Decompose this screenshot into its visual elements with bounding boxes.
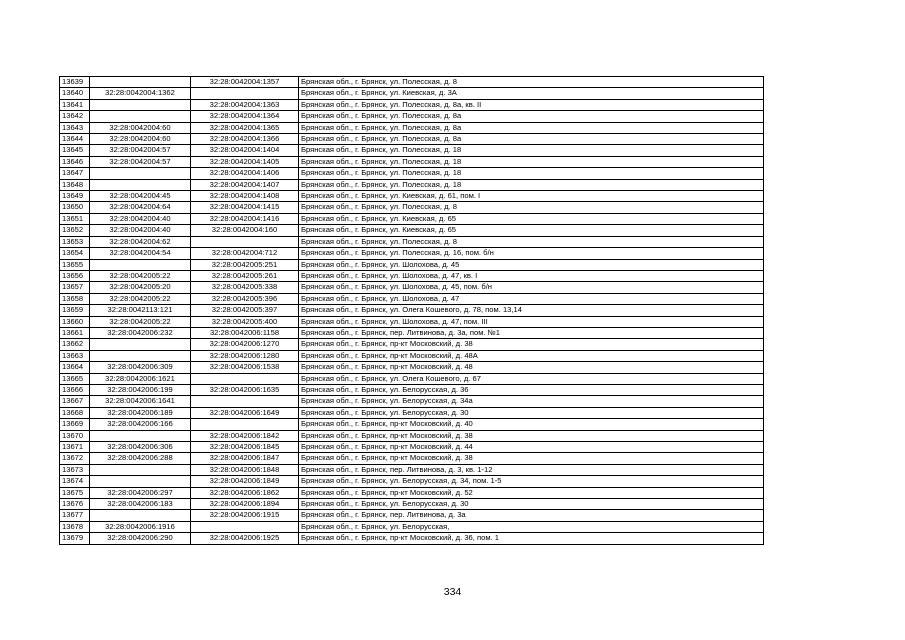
address-cell: Брянская обл., г. Брянск, ул. Шолохова, д. 45 bbox=[299, 259, 764, 270]
record-number-cell: 13658 bbox=[60, 293, 90, 304]
address-cell: Брянская обл., г. Брянск, пер. Литвинова, д. 3а, пом. №1 bbox=[299, 327, 764, 338]
address-cell: Брянская обл., г. Брянск, ул. Олега Кошевого, д. 78, пом. 13,14 bbox=[299, 305, 764, 316]
parcel-cadastral-number-cell: 32:28:0042006:297 bbox=[90, 487, 191, 498]
table-row bbox=[60, 487, 764, 498]
registry-table-body bbox=[60, 77, 764, 545]
building-cadastral-number-cell: 32:28:0042006:1845 bbox=[191, 442, 299, 453]
building-cadastral-number-cell: 32:28:0042004:1406 bbox=[191, 168, 299, 179]
address-cell: Брянская обл., г. Брянск, ул. Белорусская, д. 34а bbox=[299, 396, 764, 407]
parcel-cadastral-number-cell: 32:28:0042004:60 bbox=[90, 134, 191, 145]
table-row bbox=[60, 111, 764, 122]
address-cell: Брянская обл., г. Брянск, ул. Полесская, д. 8 bbox=[299, 202, 764, 213]
table-row bbox=[60, 248, 764, 259]
record-number-cell: 13678 bbox=[60, 521, 90, 532]
table-row bbox=[60, 499, 764, 510]
parcel-cadastral-number-cell: 32:28:0042004:1362 bbox=[90, 88, 191, 99]
building-cadastral-number-cell: 32:28:0042006:1894 bbox=[191, 499, 299, 510]
address-cell: Брянская обл., г. Брянск, ул. Белорусская, д. 36 bbox=[299, 384, 764, 395]
table-row bbox=[60, 305, 764, 316]
address-cell: Брянская обл., г. Брянск, ул. Полесская, д. 8 bbox=[299, 77, 764, 88]
record-number-cell: 13676 bbox=[60, 499, 90, 510]
record-number-cell: 13641 bbox=[60, 99, 90, 110]
record-number-cell: 13663 bbox=[60, 350, 90, 361]
building-cadastral-number-cell bbox=[191, 236, 299, 247]
parcel-cadastral-number-cell: 32:28:0042005:22 bbox=[90, 270, 191, 281]
record-number-cell: 13642 bbox=[60, 111, 90, 122]
building-cadastral-number-cell: 32:28:0042004:1364 bbox=[191, 111, 299, 122]
address-cell: Брянская обл., г. Брянск, пер. Литвинова, д. 3а bbox=[299, 510, 764, 521]
page-number: 334 bbox=[443, 586, 462, 598]
parcel-cadastral-number-cell: 32:28:0042006:183 bbox=[90, 499, 191, 510]
address-cell: Брянская обл., г. Брянск, ул. Полесская, д. 8 bbox=[299, 236, 764, 247]
table-row bbox=[60, 191, 764, 202]
parcel-cadastral-number-cell: 32:28:0042006:232 bbox=[90, 327, 191, 338]
address-cell: Брянская обл., г. Брянск, ул. Шолохова, д. 45, пом. б/н bbox=[299, 282, 764, 293]
parcel-cadastral-number-cell bbox=[90, 464, 191, 475]
record-number-cell: 13677 bbox=[60, 510, 90, 521]
parcel-cadastral-number-cell bbox=[90, 339, 191, 350]
record-number-cell: 13644 bbox=[60, 134, 90, 145]
parcel-cadastral-number-cell: 32:28:0042005:22 bbox=[90, 293, 191, 304]
building-cadastral-number-cell: 32:28:0042004:1407 bbox=[191, 179, 299, 190]
building-cadastral-number-cell: 32:28:0042006:1538 bbox=[191, 362, 299, 373]
table-row bbox=[60, 122, 764, 133]
parcel-cadastral-number-cell bbox=[90, 179, 191, 190]
record-number-cell: 13650 bbox=[60, 202, 90, 213]
table-row bbox=[60, 373, 764, 384]
record-number-cell: 13674 bbox=[60, 476, 90, 487]
record-number-cell: 13662 bbox=[60, 339, 90, 350]
table-row bbox=[60, 99, 764, 110]
parcel-cadastral-number-cell bbox=[90, 510, 191, 521]
table-row bbox=[60, 327, 764, 338]
record-number-cell: 13655 bbox=[60, 259, 90, 270]
building-cadastral-number-cell: 32:28:0042004:1363 bbox=[191, 99, 299, 110]
address-cell: Брянская обл., г. Брянск, ул. Полесская, д. 18 bbox=[299, 156, 764, 167]
record-number-cell: 13673 bbox=[60, 464, 90, 475]
building-cadastral-number-cell: 32:28:0042004:1366 bbox=[191, 134, 299, 145]
building-cadastral-number-cell: 32:28:0042006:1635 bbox=[191, 384, 299, 395]
table-row bbox=[60, 134, 764, 145]
table-row bbox=[60, 464, 764, 475]
address-cell: Брянская обл., г. Брянск, ул. Шолохова, д. 47, кв. I bbox=[299, 270, 764, 281]
address-cell: Брянская обл., г. Брянск, ул. Белорусская, д. 30 bbox=[299, 499, 764, 510]
table-row bbox=[60, 259, 764, 270]
parcel-cadastral-number-cell bbox=[90, 77, 191, 88]
parcel-cadastral-number-cell bbox=[90, 111, 191, 122]
record-number-cell: 13665 bbox=[60, 373, 90, 384]
record-number-cell: 13666 bbox=[60, 384, 90, 395]
building-cadastral-number-cell bbox=[191, 419, 299, 430]
address-cell: Брянская обл., г. Брянск, ул. Киевская, д. 61, пом. I bbox=[299, 191, 764, 202]
building-cadastral-number-cell: 32:28:0042004:160 bbox=[191, 225, 299, 236]
table-row bbox=[60, 362, 764, 373]
address-cell: Брянская обл., г. Брянск, пр-кт Московский, д. 40 bbox=[299, 419, 764, 430]
table-row bbox=[60, 419, 764, 430]
record-number-cell: 13657 bbox=[60, 282, 90, 293]
registry-table bbox=[59, 76, 764, 545]
address-cell: Брянская обл., г. Брянск, ул. Полесская, д. 8а, кв. II bbox=[299, 99, 764, 110]
parcel-cadastral-number-cell: 32:28:0042006:1621 bbox=[90, 373, 191, 384]
building-cadastral-number-cell: 32:28:0042006:1847 bbox=[191, 453, 299, 464]
address-cell: Брянская обл., г. Брянск, пр-кт Московский, д. 36, пом. 1 bbox=[299, 533, 764, 544]
parcel-cadastral-number-cell: 32:28:0042006:1641 bbox=[90, 396, 191, 407]
address-cell: Брянская обл., г. Брянск, пр-кт Московский, д. 38 bbox=[299, 453, 764, 464]
record-number-cell: 13670 bbox=[60, 430, 90, 441]
parcel-cadastral-number-cell bbox=[90, 259, 191, 270]
record-number-cell: 13646 bbox=[60, 156, 90, 167]
record-number-cell: 13668 bbox=[60, 407, 90, 418]
parcel-cadastral-number-cell: 32:28:0042006:309 bbox=[90, 362, 191, 373]
parcel-cadastral-number-cell: 32:28:0042006:199 bbox=[90, 384, 191, 395]
table-row bbox=[60, 88, 764, 99]
record-number-cell: 13645 bbox=[60, 145, 90, 156]
record-number-cell: 13640 bbox=[60, 88, 90, 99]
record-number-cell: 13669 bbox=[60, 419, 90, 430]
record-number-cell: 13654 bbox=[60, 248, 90, 259]
address-cell: Брянская обл., г. Брянск, ул. Полесская, д. 18 bbox=[299, 145, 764, 156]
parcel-cadastral-number-cell: 32:28:0042004:40 bbox=[90, 225, 191, 236]
building-cadastral-number-cell: 32:28:0042004:1404 bbox=[191, 145, 299, 156]
parcel-cadastral-number-cell: 32:28:0042006:306 bbox=[90, 442, 191, 453]
table-row bbox=[60, 156, 764, 167]
building-cadastral-number-cell: 32:28:0042004:1415 bbox=[191, 202, 299, 213]
building-cadastral-number-cell: 32:28:0042005:251 bbox=[191, 259, 299, 270]
address-cell: Брянская обл., г. Брянск, ул. Полесская, д. 18 bbox=[299, 179, 764, 190]
table-row bbox=[60, 168, 764, 179]
parcel-cadastral-number-cell: 32:28:0042004:45 bbox=[90, 191, 191, 202]
building-cadastral-number-cell: 32:28:0042006:1280 bbox=[191, 350, 299, 361]
building-cadastral-number-cell: 32:28:0042006:1848 bbox=[191, 464, 299, 475]
address-cell: Брянская обл., г. Брянск, пр-кт Московский, д. 52 bbox=[299, 487, 764, 498]
parcel-cadastral-number-cell: 32:28:0042004:54 bbox=[90, 248, 191, 259]
record-number-cell: 13656 bbox=[60, 270, 90, 281]
address-cell: Брянская обл., г. Брянск, ул. Олега Кошевого, д. 67 bbox=[299, 373, 764, 384]
record-number-cell: 13679 bbox=[60, 533, 90, 544]
table-row bbox=[60, 407, 764, 418]
parcel-cadastral-number-cell: 32:28:0042006:288 bbox=[90, 453, 191, 464]
address-cell: Брянская обл., г. Брянск, пр-кт Московский, д. 38 bbox=[299, 339, 764, 350]
address-cell: Брянская обл., г. Брянск, ул. Полесская, д. 18 bbox=[299, 168, 764, 179]
table-row bbox=[60, 430, 764, 441]
building-cadastral-number-cell: 32:28:0042006:1270 bbox=[191, 339, 299, 350]
record-number-cell: 13671 bbox=[60, 442, 90, 453]
table-row bbox=[60, 77, 764, 88]
table-row bbox=[60, 225, 764, 236]
building-cadastral-number-cell: 32:28:0042004:1405 bbox=[191, 156, 299, 167]
table-row bbox=[60, 293, 764, 304]
address-cell: Брянская обл., г. Брянск, ул. Киевская, д. 65 bbox=[299, 213, 764, 224]
table-row bbox=[60, 396, 764, 407]
address-cell: Брянская обл., г. Брянск, ул. Белорусская, bbox=[299, 521, 764, 532]
parcel-cadastral-number-cell: 32:28:0042113:121 bbox=[90, 305, 191, 316]
building-cadastral-number-cell: 32:28:0042004:1357 bbox=[191, 77, 299, 88]
building-cadastral-number-cell: 32:28:0042004:1408 bbox=[191, 191, 299, 202]
address-cell: Брянская обл., г. Брянск, пер. Литвинова, д. 3, кв. 1-12 bbox=[299, 464, 764, 475]
parcel-cadastral-number-cell: 32:28:0042004:40 bbox=[90, 213, 191, 224]
table-row bbox=[60, 179, 764, 190]
record-number-cell: 13653 bbox=[60, 236, 90, 247]
building-cadastral-number-cell: 32:28:0042006:1925 bbox=[191, 533, 299, 544]
building-cadastral-number-cell: 32:28:0042006:1649 bbox=[191, 407, 299, 418]
parcel-cadastral-number-cell bbox=[90, 430, 191, 441]
parcel-cadastral-number-cell: 32:28:0042006:1916 bbox=[90, 521, 191, 532]
table-row bbox=[60, 202, 764, 213]
table-row bbox=[60, 339, 764, 350]
parcel-cadastral-number-cell: 32:28:0042004:57 bbox=[90, 145, 191, 156]
building-cadastral-number-cell: 32:28:0042005:396 bbox=[191, 293, 299, 304]
parcel-cadastral-number-cell bbox=[90, 168, 191, 179]
table-row bbox=[60, 236, 764, 247]
address-cell: Брянская обл., г. Брянск, пр-кт Московский, д. 44 bbox=[299, 442, 764, 453]
record-number-cell: 13661 bbox=[60, 327, 90, 338]
record-number-cell: 13672 bbox=[60, 453, 90, 464]
building-cadastral-number-cell: 32:28:0042005:397 bbox=[191, 305, 299, 316]
table-row bbox=[60, 442, 764, 453]
address-cell: Брянская обл., г. Брянск, ул. Киевская, д. 3А bbox=[299, 88, 764, 99]
table-row bbox=[60, 316, 764, 327]
building-cadastral-number-cell bbox=[191, 88, 299, 99]
building-cadastral-number-cell bbox=[191, 396, 299, 407]
address-cell: Брянская обл., г. Брянск, ул. Шолохова, д. 47 bbox=[299, 293, 764, 304]
table-row bbox=[60, 510, 764, 521]
record-number-cell: 13639 bbox=[60, 77, 90, 88]
parcel-cadastral-number-cell: 32:28:0042004:60 bbox=[90, 122, 191, 133]
parcel-cadastral-number-cell bbox=[90, 99, 191, 110]
table-row bbox=[60, 270, 764, 281]
record-number-cell: 13664 bbox=[60, 362, 90, 373]
building-cadastral-number-cell: 32:28:0042006:1842 bbox=[191, 430, 299, 441]
building-cadastral-number-cell bbox=[191, 373, 299, 384]
table-row bbox=[60, 282, 764, 293]
parcel-cadastral-number-cell: 32:28:0042004:57 bbox=[90, 156, 191, 167]
building-cadastral-number-cell: 32:28:0042005:400 bbox=[191, 316, 299, 327]
parcel-cadastral-number-cell: 32:28:0042006:166 bbox=[90, 419, 191, 430]
record-number-cell: 13659 bbox=[60, 305, 90, 316]
table-row bbox=[60, 350, 764, 361]
table-row bbox=[60, 384, 764, 395]
table-row bbox=[60, 476, 764, 487]
record-number-cell: 13651 bbox=[60, 213, 90, 224]
address-cell: Брянская обл., г. Брянск, ул. Полесская, д. 8а bbox=[299, 111, 764, 122]
address-cell: Брянская обл., г. Брянск, ул. Полесская, д. 16, пом. б/н bbox=[299, 248, 764, 259]
record-number-cell: 13643 bbox=[60, 122, 90, 133]
address-cell: Брянская обл., г. Брянск, ул. Белорусская, д. 34, пом. 1-5 bbox=[299, 476, 764, 487]
building-cadastral-number-cell: 32:28:0042005:338 bbox=[191, 282, 299, 293]
parcel-cadastral-number-cell bbox=[90, 350, 191, 361]
record-number-cell: 13652 bbox=[60, 225, 90, 236]
building-cadastral-number-cell: 32:28:0042006:1915 bbox=[191, 510, 299, 521]
building-cadastral-number-cell: 32:28:0042006:1862 bbox=[191, 487, 299, 498]
table-row bbox=[60, 453, 764, 464]
parcel-cadastral-number-cell bbox=[90, 476, 191, 487]
address-cell: Брянская обл., г. Брянск, ул. Полесская, д. 8а bbox=[299, 134, 764, 145]
record-number-cell: 13647 bbox=[60, 168, 90, 179]
record-number-cell: 13667 bbox=[60, 396, 90, 407]
record-number-cell: 13675 bbox=[60, 487, 90, 498]
address-cell: Брянская обл., г. Брянск, пр-кт Московский, д. 48А bbox=[299, 350, 764, 361]
address-cell: Брянская обл., г. Брянск, ул. Полесская, д. 8а bbox=[299, 122, 764, 133]
parcel-cadastral-number-cell: 32:28:0042006:189 bbox=[90, 407, 191, 418]
address-cell: Брянская обл., г. Брянск, ул. Белорусская, д. 30 bbox=[299, 407, 764, 418]
parcel-cadastral-number-cell: 32:28:0042006:290 bbox=[90, 533, 191, 544]
address-cell: Брянская обл., г. Брянск, ул. Шолохова, д. 47, пом. III bbox=[299, 316, 764, 327]
table-row bbox=[60, 533, 764, 544]
building-cadastral-number-cell: 32:28:0042006:1158 bbox=[191, 327, 299, 338]
address-cell: Брянская обл., г. Брянск, пр-кт Московский, д. 48 bbox=[299, 362, 764, 373]
record-number-cell: 13648 bbox=[60, 179, 90, 190]
address-cell: Брянская обл., г. Брянск, ул. Киевская, д. 65 bbox=[299, 225, 764, 236]
building-cadastral-number-cell bbox=[191, 521, 299, 532]
parcel-cadastral-number-cell: 32:28:0042004:64 bbox=[90, 202, 191, 213]
building-cadastral-number-cell: 32:28:0042005:261 bbox=[191, 270, 299, 281]
record-number-cell: 13660 bbox=[60, 316, 90, 327]
table-row bbox=[60, 145, 764, 156]
address-cell: Брянская обл., г. Брянск, пр-кт Московский, д. 38 bbox=[299, 430, 764, 441]
parcel-cadastral-number-cell: 32:28:0042005:20 bbox=[90, 282, 191, 293]
table-row bbox=[60, 213, 764, 224]
parcel-cadastral-number-cell: 32:28:0042004:62 bbox=[90, 236, 191, 247]
building-cadastral-number-cell: 32:28:0042006:1849 bbox=[191, 476, 299, 487]
building-cadastral-number-cell: 32:28:0042004:712 bbox=[191, 248, 299, 259]
table-row bbox=[60, 521, 764, 532]
building-cadastral-number-cell: 32:28:0042004:1365 bbox=[191, 122, 299, 133]
record-number-cell: 13649 bbox=[60, 191, 90, 202]
parcel-cadastral-number-cell: 32:28:0042005:22 bbox=[90, 316, 191, 327]
building-cadastral-number-cell: 32:28:0042004:1416 bbox=[191, 213, 299, 224]
